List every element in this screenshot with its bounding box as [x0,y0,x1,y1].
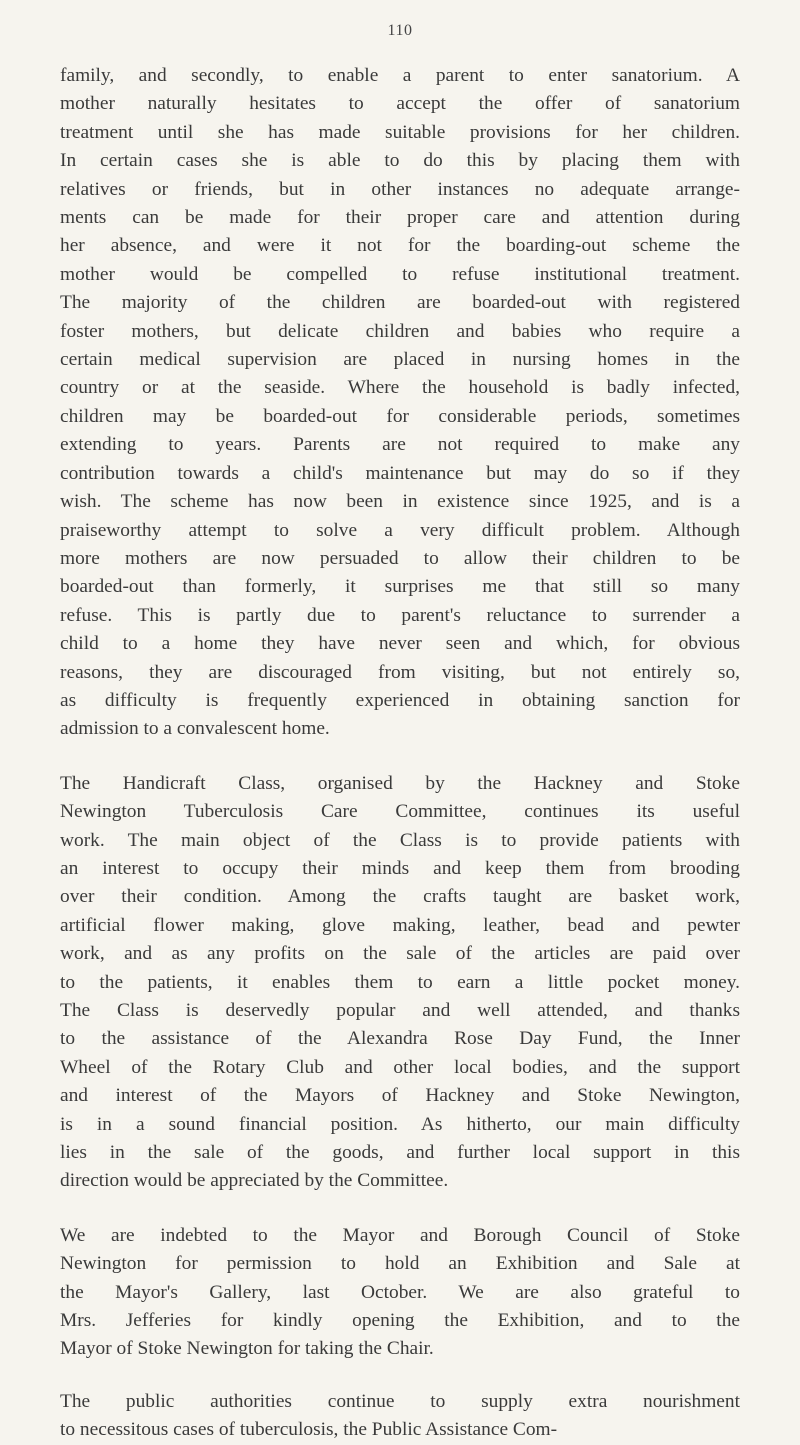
text-line: direction would be appreciated by the Committee. [60,1170,449,1192]
text-line: We are indebted to the Mayor and Borough Council of Stoke [60,1224,740,1246]
text-line: an interest to occupy their minds and keep them from brooding [60,857,740,879]
text-line: The majority of the children are boarded-out with registered [60,292,740,314]
text-line: treatment until she has made suitable provisions for her children. [60,121,740,143]
text-line: admission to a convalescent home. [60,718,330,740]
text-line: is in a sound financial position. As hitherto, our main difficulty [60,1113,740,1135]
text-line: wish. The scheme has now been in existence since 1925, and is a [60,491,740,513]
text-line: The Class is deservedly popular and well attended, and thanks [60,1000,740,1021]
text-line: boarded-out than formerly, it surprises me that still so many [60,576,740,598]
text-line: to the assistance of the Alexandra Rose Day Fund, the Inner [60,1028,740,1050]
text-line: family, and secondly, to enable a parent to enter sanatorium. A [60,65,740,86]
text-line: certain medical supervision are placed in nursing homes in the [60,349,740,371]
text-line: mother would be compelled to refuse institutional treatment. [60,263,740,285]
text-line: to the patients, it enables them to earn a little pocket money. [60,971,740,993]
text-line: over their condition. Among the crafts taught are basket work, [60,886,740,908]
text-line: mother naturally hesitates to accept the offer of sanatorium [60,93,740,115]
text-line: her absence, and were it not for the boarding-out scheme the [60,235,740,257]
text-line: Newington Tuberculosis Care Committee, continues its useful [60,801,740,823]
text-line: to necessitous cases of tuberculosis, the Public Assistance Com- [60,1419,558,1441]
text-line: lies in the sale of the goods, and further local support in this [60,1142,740,1164]
text-line: country or at the seaside. Where the household is badly infected, [60,377,740,399]
paragraph-boarding-out [60,62,740,744]
text-line: relatives or friends, but in other instances no adequate arrange- [60,178,740,200]
page-number: 110 [387,22,413,39]
text-line: more mothers are now persuaded to allow their children to be [60,547,740,569]
text-line: In certain cases she is able to do this by placing them with [60,150,740,172]
text-line: artificial flower making, glove making, leather, bead and pewter [60,914,740,936]
text-line: ments can be made for their proper care and attention during [60,207,740,229]
paragraph-handicraft-class [60,770,740,1196]
page-body [60,62,740,1445]
text-line: contribution towards a child's maintenance but may do so if they [60,462,740,484]
text-line: refuse. This is partly due to parent's reluctance to surrender a [60,604,740,626]
text-line: reasons, they are discouraged from visiting, but not entirely so, [60,661,740,683]
text-line: The Handicraft Class, organised by the Hackney and Stoke [60,772,740,794]
text-line: Mayor of Stoke Newington for taking the Chair. [60,1338,434,1360]
text-line: extending to years. Parents are not required to make any [60,434,740,456]
text-line: work. The main object of the Class is to provide patients with [60,829,740,851]
text-line: child to a home they have never seen and which, for obvious [60,633,740,655]
text-line: children may be boarded-out for considerable periods, sometimes [60,405,740,427]
text-line: Wheel of the Rotary Club and other local bodies, and the support [60,1056,740,1078]
text-line: foster mothers, but delicate children and babies who require a [60,320,740,342]
text-line: The public authorities continue to supply extra nourishment [60,1390,740,1412]
text-line: work, and as any profits on the sale of the articles are paid over [60,943,740,965]
text-line: Newington for permission to hold an Exhibition and Sale at [60,1253,740,1275]
paragraph-exhibition-thanks [60,1222,740,1364]
text-line: the Mayor's Gallery, last October. We are also grateful to [60,1281,740,1303]
text-line: as difficulty is frequently experienced in obtaining sanction for [60,689,740,711]
text-line: praiseworthy attempt to solve a very difficult problem. Although [60,519,740,541]
text-line: and interest of the Mayors of Hackney and Stoke Newington, [60,1085,740,1107]
text-line: Mrs. Jefferies for kindly opening the Exhibition, and to the [60,1310,740,1332]
paragraph-extra-nourishment [60,1388,740,1445]
